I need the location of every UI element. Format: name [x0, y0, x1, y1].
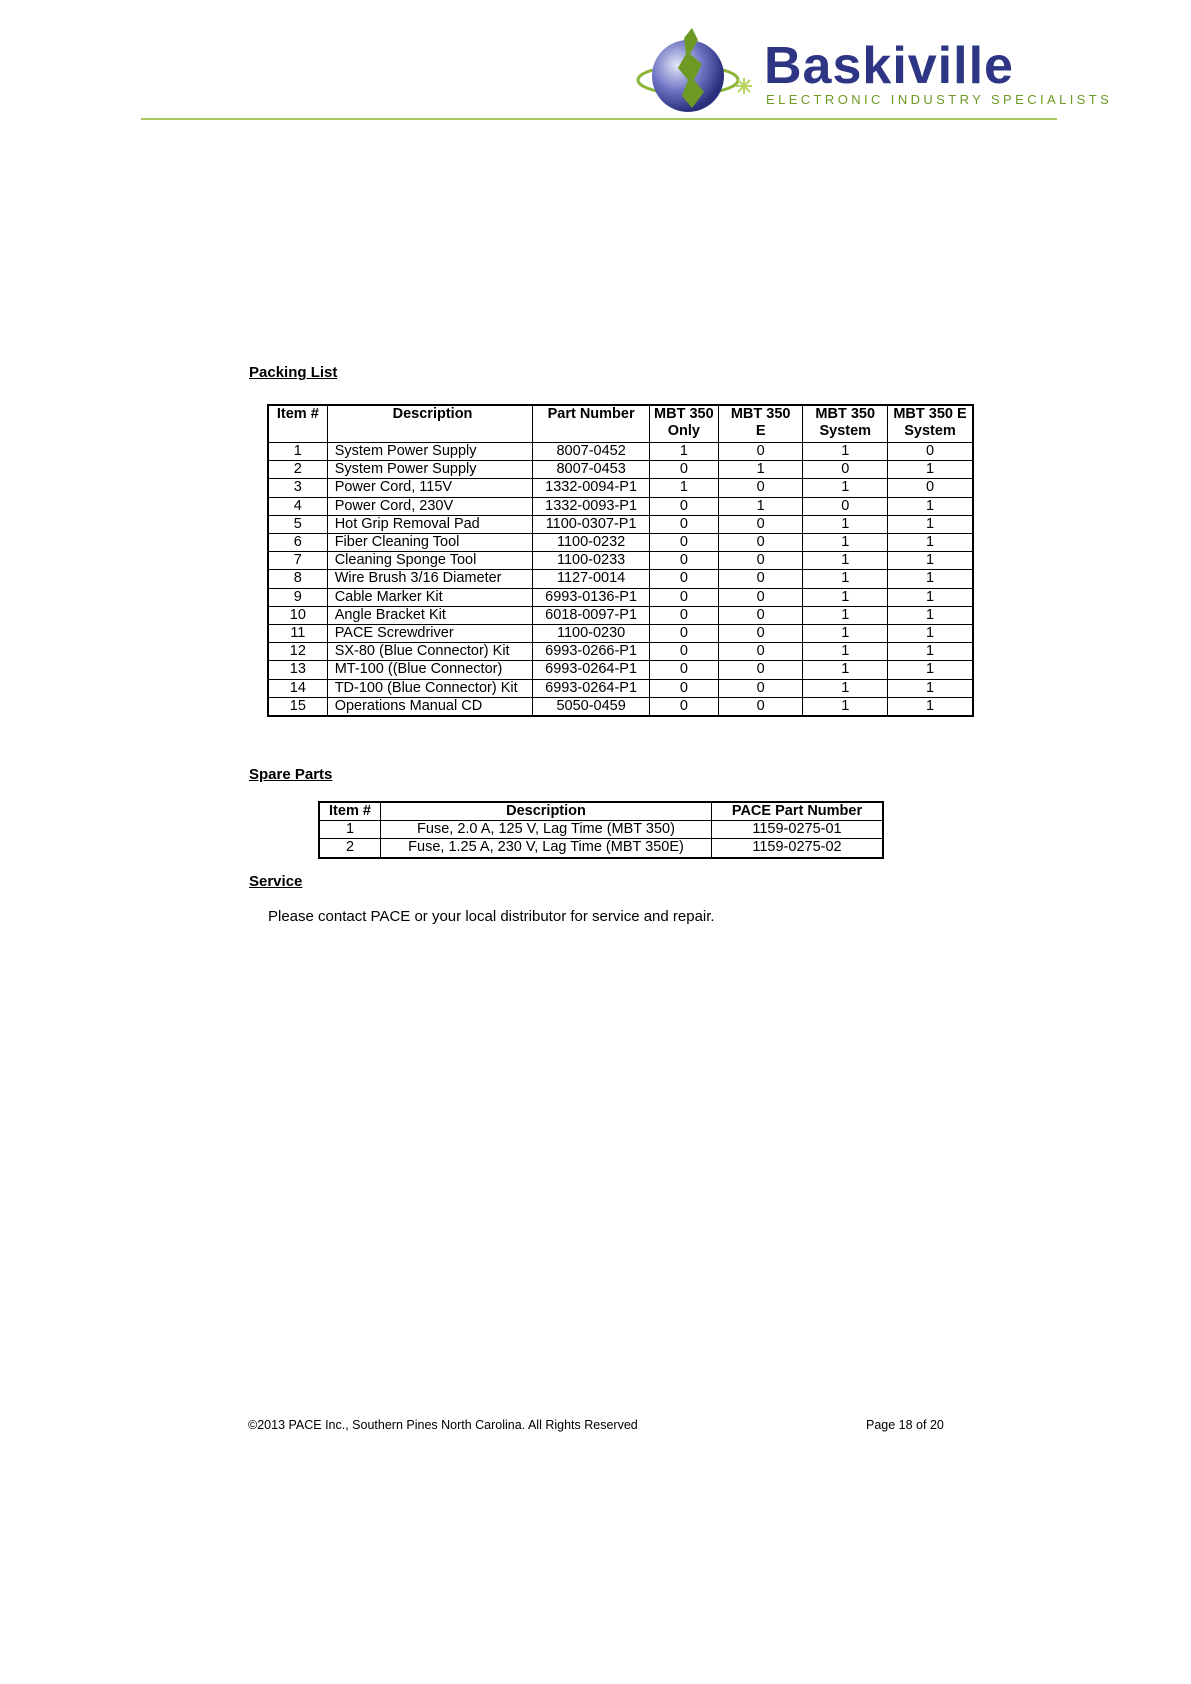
- cell-qty: 1: [718, 461, 803, 479]
- cell-part-number: 1100-0233: [533, 552, 650, 570]
- cell-description: PACE Screwdriver: [327, 625, 533, 643]
- table-row: [268, 497, 973, 515]
- cell-qty: 0: [718, 661, 803, 679]
- cell-item: 13: [268, 661, 327, 679]
- cell-part-number: 1100-0232: [533, 534, 650, 552]
- cell-qty: 1: [803, 588, 888, 606]
- cell-qty: 0: [718, 643, 803, 661]
- packing-list-table: [267, 404, 974, 717]
- cell-qty: 1: [803, 661, 888, 679]
- table-row: [268, 643, 973, 661]
- cell-part-number: 1159-0275-01: [712, 821, 884, 839]
- header-line: MBT 350 Only: [654, 406, 714, 440]
- cell-item: 10: [268, 606, 327, 624]
- cell-qty: 1: [803, 534, 888, 552]
- cell-qty: 1: [888, 461, 973, 479]
- cell-qty: 1: [888, 643, 973, 661]
- header-mbt350-e: [718, 405, 803, 443]
- cell-qty: 0: [888, 443, 973, 461]
- table-row: [268, 461, 973, 479]
- cell-description: Angle Bracket Kit: [327, 606, 533, 624]
- cell-part-number: 1332-0093-P1: [533, 497, 650, 515]
- cell-part-number: 1159-0275-02: [712, 839, 884, 858]
- header-line: MBT 350 E: [730, 406, 791, 440]
- cell-item: 1: [268, 443, 327, 461]
- table-row: [268, 534, 973, 552]
- cell-qty: 1: [803, 570, 888, 588]
- cell-item: 11: [268, 625, 327, 643]
- cell-item: 7: [268, 552, 327, 570]
- cell-qty: 1: [888, 697, 973, 716]
- table-row: [268, 697, 973, 716]
- spare-parts-table: [318, 801, 884, 859]
- cell-description: Fiber Cleaning Tool: [327, 534, 533, 552]
- cell-qty: 0: [649, 497, 718, 515]
- cell-qty: 0: [718, 697, 803, 716]
- cell-item: 12: [268, 643, 327, 661]
- cell-qty: 0: [718, 570, 803, 588]
- cell-qty: 0: [649, 552, 718, 570]
- cell-qty: 0: [649, 697, 718, 716]
- cell-item: 8: [268, 570, 327, 588]
- cell-qty: 0: [718, 588, 803, 606]
- cell-qty: 1: [888, 534, 973, 552]
- table-header-row: [319, 802, 883, 821]
- header-item: Item #: [319, 802, 381, 821]
- table-row: [268, 606, 973, 624]
- cell-item: 3: [268, 479, 327, 497]
- table-header-row: [268, 405, 973, 443]
- table-row: [319, 821, 883, 839]
- cell-qty: 1: [888, 497, 973, 515]
- table-row: [268, 552, 973, 570]
- company-logo: [632, 20, 1113, 120]
- cell-description: System Power Supply: [327, 443, 533, 461]
- table-row: [268, 515, 973, 533]
- spare-parts-title: Spare Parts: [249, 766, 333, 783]
- table-row: [268, 443, 973, 461]
- cell-qty: 0: [649, 625, 718, 643]
- cell-qty: 0: [649, 534, 718, 552]
- table-row: [319, 839, 883, 858]
- cell-part-number: 1127-0014: [533, 570, 650, 588]
- cell-part-number: 6993-0264-P1: [533, 679, 650, 697]
- cell-qty: 1: [803, 515, 888, 533]
- cell-qty: 1: [888, 679, 973, 697]
- cell-part-number: 6993-0264-P1: [533, 661, 650, 679]
- cell-description: Power Cord, 230V: [327, 497, 533, 515]
- cell-item: 2: [268, 461, 327, 479]
- header-description: Description: [327, 405, 533, 443]
- table-row: [268, 570, 973, 588]
- packing-list-title: Packing List: [249, 364, 338, 381]
- service-text: Please contact PACE or your local distributor for service and repair.: [268, 908, 715, 925]
- cell-qty: 0: [649, 606, 718, 624]
- header-description: Description: [381, 802, 712, 821]
- cell-qty: 1: [803, 697, 888, 716]
- cell-qty: 1: [649, 443, 718, 461]
- cell-qty: 0: [649, 570, 718, 588]
- cell-qty: 0: [718, 443, 803, 461]
- cell-qty: 1: [803, 443, 888, 461]
- cell-qty: 0: [718, 479, 803, 497]
- cell-qty: 0: [718, 552, 803, 570]
- cell-qty: 1: [888, 588, 973, 606]
- service-title: Service: [249, 873, 303, 890]
- cell-qty: 0: [649, 643, 718, 661]
- cell-description: System Power Supply: [327, 461, 533, 479]
- cell-description: Cleaning Sponge Tool: [327, 552, 533, 570]
- cell-description: SX-80 (Blue Connector) Kit: [327, 643, 533, 661]
- cell-part-number: 8007-0453: [533, 461, 650, 479]
- cell-qty: 0: [649, 588, 718, 606]
- cell-part-number: 8007-0452: [533, 443, 650, 461]
- cell-qty: 1: [803, 479, 888, 497]
- footer-page-number: Page 18 of 20: [866, 1418, 944, 1432]
- cell-qty: 0: [718, 515, 803, 533]
- cell-qty: 1: [888, 625, 973, 643]
- cell-qty: 0: [718, 606, 803, 624]
- cell-part-number: 1332-0094-P1: [533, 479, 650, 497]
- cell-qty: 0: [803, 461, 888, 479]
- cell-part-number: 6018-0097-P1: [533, 606, 650, 624]
- cell-item: 6: [268, 534, 327, 552]
- cell-item: 2: [319, 839, 381, 858]
- cell-qty: 1: [803, 552, 888, 570]
- brand-tagline: ELECTRONIC INDUSTRY SPECIALISTS: [766, 92, 1113, 107]
- cell-qty: 1: [803, 679, 888, 697]
- cell-item: 1: [319, 821, 381, 839]
- cell-description: Operations Manual CD: [327, 697, 533, 716]
- cell-qty: 1: [888, 515, 973, 533]
- cell-qty: 1: [718, 497, 803, 515]
- header-item: Item #: [268, 405, 327, 443]
- cell-description: Fuse, 2.0 A, 125 V, Lag Time (MBT 350): [381, 821, 712, 839]
- globe-logo-icon: [632, 20, 752, 120]
- cell-qty: 1: [888, 552, 973, 570]
- cell-qty: 1: [888, 661, 973, 679]
- cell-qty: 0: [803, 497, 888, 515]
- cell-qty: 0: [649, 515, 718, 533]
- cell-part-number: 6993-0136-P1: [533, 588, 650, 606]
- cell-part-number: 6993-0266-P1: [533, 643, 650, 661]
- cell-qty: 0: [718, 534, 803, 552]
- cell-description: MT-100 ((Blue Connector): [327, 661, 533, 679]
- cell-qty: 1: [649, 479, 718, 497]
- brand-name: Baskiville: [764, 37, 1014, 95]
- cell-item: 4: [268, 497, 327, 515]
- cell-qty: 1: [803, 643, 888, 661]
- cell-item: 9: [268, 588, 327, 606]
- table-row: [268, 625, 973, 643]
- header-line: MBT 350 E System: [893, 406, 967, 440]
- cell-qty: 1: [803, 606, 888, 624]
- header-divider: [141, 118, 1057, 120]
- cell-qty: 1: [803, 625, 888, 643]
- cell-part-number: 5050-0459: [533, 697, 650, 716]
- cell-qty: 0: [649, 661, 718, 679]
- cell-description: Wire Brush 3/16 Diameter: [327, 570, 533, 588]
- cell-qty: 1: [888, 570, 973, 588]
- header-mbt350e-system: [888, 405, 973, 443]
- cell-description: Cable Marker Kit: [327, 588, 533, 606]
- table-row: [268, 661, 973, 679]
- header-mbt350-only: [649, 405, 718, 443]
- cell-qty: 0: [888, 479, 973, 497]
- cell-qty: 1: [888, 606, 973, 624]
- cell-part-number: 1100-0230: [533, 625, 650, 643]
- cell-item: 5: [268, 515, 327, 533]
- cell-part-number: 1100-0307-P1: [533, 515, 650, 533]
- header-line: MBT 350 System: [815, 406, 876, 440]
- header-part-number: Part Number: [533, 405, 650, 443]
- cell-item: 15: [268, 697, 327, 716]
- cell-item: 14: [268, 679, 327, 697]
- cell-qty: 0: [718, 679, 803, 697]
- cell-qty: 0: [649, 679, 718, 697]
- cell-description: TD-100 (Blue Connector) Kit: [327, 679, 533, 697]
- table-row: [268, 679, 973, 697]
- table-row: [268, 479, 973, 497]
- footer-copyright: ©2013 PACE Inc., Southern Pines North Carolina. All Rights Reserved: [248, 1418, 638, 1432]
- cell-description: Hot Grip Removal Pad: [327, 515, 533, 533]
- cell-description: Fuse, 1.25 A, 230 V, Lag Time (MBT 350E): [381, 839, 712, 858]
- cell-qty: 0: [718, 625, 803, 643]
- table-row: [268, 588, 973, 606]
- cell-qty: 0: [649, 461, 718, 479]
- cell-description: Power Cord, 115V: [327, 479, 533, 497]
- header-pace-part-number: PACE Part Number: [712, 802, 884, 821]
- header-mbt350-system: [803, 405, 888, 443]
